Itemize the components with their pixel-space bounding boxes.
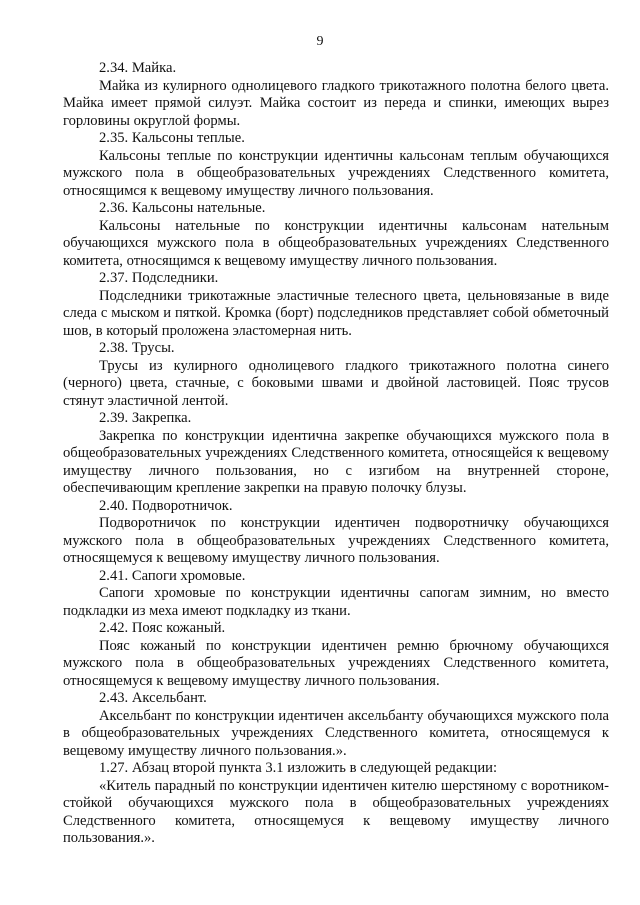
- section-heading: 2.35. Кальсоны теплые.: [99, 130, 245, 146]
- section-heading: 1.27. Абзац второй пункта 3.1 изложить в следующей редакции:: [99, 760, 498, 776]
- section-paragraph: Трусы из кулирного однолицевого гладкого трикотажного полотна синего (черного) цвета, стачные, с боковыми швами и двойной ластовицей. Пояс трусов стянут эластичной лентой.: [63, 357, 609, 409]
- section-paragraph: «Китель парадный по конструкции идентичен кителю шерстяному с воротником-стойкой обучающихся мужского пола в общеобразовательных учреждениях Следственного комитета, относящемуся к вещевому имуществу личного пользования.».: [63, 777, 609, 846]
- section-heading: 2.40. Подворотничок.: [99, 497, 233, 514]
- section-paragraph: Майка из кулирного однолицевого гладкого трикотажного полотна белого цвета. Майка имеет прямой силуэт. Майка состоит из переда и спинки, имеющих вырез горловины округлой формы.: [63, 77, 609, 129]
- section-heading: 2.36. Кальсоны нательные.: [99, 200, 266, 216]
- section-heading: 2.42. Пояс кожаный.: [99, 620, 226, 636]
- page-number: 9: [316, 34, 324, 49]
- section-paragraph: Подследники трикотажные эластичные телесного цвета, цельновязаные в виде следа с мыском и пяткой. Кромка (борт) подследников представляет собой обметочный шов, в который проложена эластомерная нить.: [63, 287, 609, 339]
- section-paragraph: Пояс кожаный по конструкции идентичен ремню брючному обучающихся мужского пола в общеобразовательных учреждениях Следственного комитета, относящемуся к вещевому имуществу личного пользования.: [63, 637, 609, 689]
- section-heading: 2.34. Майка.: [99, 60, 177, 76]
- section-paragraph: Подворотничок по конструкции идентичен подворотничку обучающихся мужского пола в общеобразовательных учреждениях Следственного комитета, относящемуся к вещевому имуществу личного пользования.: [63, 515, 609, 566]
- document-body: [63, 60, 609, 848]
- section-paragraph: Сапоги хромовые по конструкции идентичны сапогам зимним, но вместо подкладки из меха имеют подкладку из ткани.: [63, 585, 609, 619]
- section-heading: 2.41. Сапоги хромовые.: [99, 567, 246, 584]
- section-heading: 2.37. Подследники.: [99, 270, 219, 286]
- section-heading: 2.43. Аксельбант.: [99, 690, 207, 706]
- section-paragraph: Аксельбант по конструкции идентичен аксельбанту обучающихся мужского пола в общеобразовательных учреждениях Следственного комитета, относящемуся к вещевому имуществу личного пользования.».: [63, 707, 609, 759]
- section-paragraph: Закрепка по конструкции идентична закрепке обучающихся мужского пола в общеобразовательных учреждениях Следственного комитета, относящейся к вещевому имуществу личного пользования, но с изгибом на внутренней стороне, обеспечивающим крепление закрепки на правую полочку блузы.: [63, 427, 609, 496]
- section-paragraph: Кальсоны нательные по конструкции идентичны кальсонам нательным обучающихся мужского пола в общеобразовательных учреждениях Следственного комитета, относящимся к вещевому имуществу личного пользования.: [63, 217, 609, 269]
- section-heading: 2.38. Трусы.: [99, 340, 175, 356]
- section-paragraph: Кальсоны теплые по конструкции идентичны кальсонам теплым обучающихся мужского пола в общеобразовательных учреждениях Следственного комитета, относящимся к вещевому имуществу личного пользования.: [63, 147, 609, 199]
- section-heading: 2.39. Закрепка.: [99, 410, 192, 426]
